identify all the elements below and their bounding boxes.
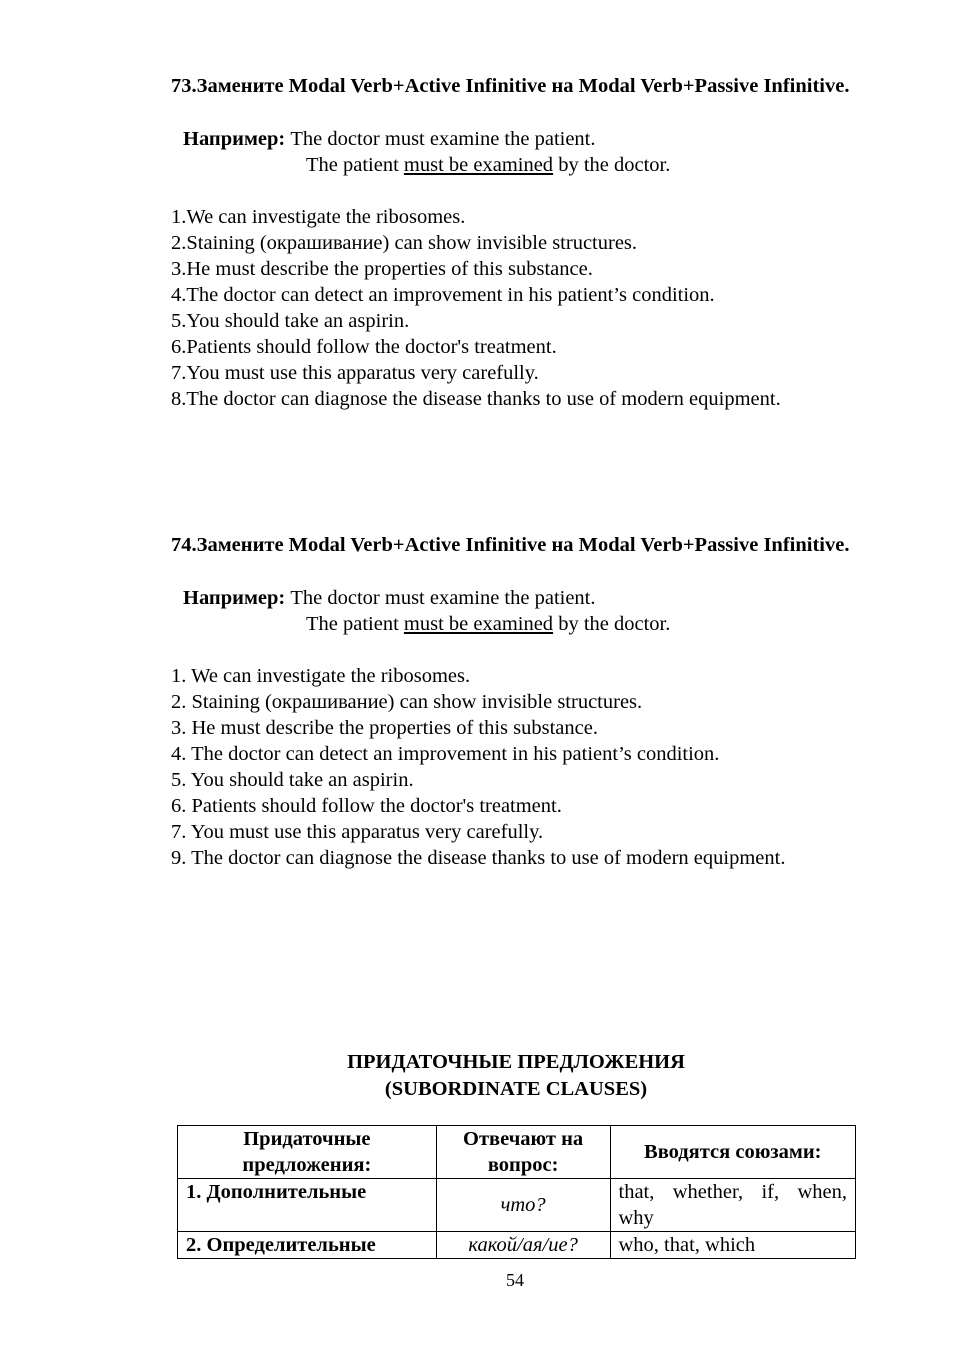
list-item: 1.We can investigate the ribosomes. [171,206,466,228]
section-title-line1: ПРИДАТОЧНЫЕ ПРЕДЛОЖЕНИЯ [347,1051,685,1073]
list-item: 2.Staining (окрашивание) can show invisible structures. [171,232,638,254]
exercise-73-title: 73.Замените Modal Verb+Active Infinitive на Modal Verb+Passive Infinitive. [171,75,850,97]
example-passive-post: by the doctor. [558,613,671,635]
example-passive-underlined: must be examined [403,613,554,635]
table-header-cell: Отвечают на вопрос: [436,1126,610,1179]
example-passive-post: by the doctor. [558,154,671,176]
example-passive-underlined: must be examined [403,154,554,176]
exercise-74-title: 74.Замените Modal Verb+Active Infinitive на Modal Verb+Passive Infinitive. [171,534,850,556]
list-item: 2. Staining (окрашивание) can show invisible structures. [171,691,643,713]
example-passive-pre: The patient [306,613,399,635]
list-item: 6.Patients should follow the doctor's treatment. [171,336,557,358]
example-active-sentence: The doctor must examine the patient. [290,587,596,609]
table-cell-clause: 2. Определительные [178,1232,437,1259]
list-item: 7.You must use this apparatus very carefully. [171,362,539,384]
list-item: 6. Patients should follow the doctor's treatment. [171,795,562,817]
example-label: Например: [183,587,286,609]
list-item: 3.He must describe the properties of this substance. [171,258,593,280]
list-item: 3. He must describe the properties of this substance. [171,717,598,739]
table-row [178,1232,856,1259]
exercise-74 [171,533,896,871]
list-item: 8.The doctor can diagnose the disease thanks to use of modern equipment. [171,388,781,410]
table-row [178,1179,856,1232]
subordinate-clauses-table [177,1125,856,1259]
list-item: 4.The doctor can detect an improvement in his patient’s condition. [171,284,715,306]
list-item: 1. We can investigate the ribosomes. [171,665,471,687]
exercise-73-example [171,126,896,178]
section-title-line2: (SUBORDINATE CLAUSES) [384,1078,648,1100]
example-label: Например: [183,128,286,150]
table-cell-question: какой/ая/ие? [436,1232,610,1259]
example-active-sentence: The doctor must examine the patient. [290,128,596,150]
list-item: 4. The doctor can detect an improvement in his patient’s condition. [171,743,720,765]
table-header-cell: Вводятся союзами: [610,1126,856,1179]
exercise-74-list [171,663,896,871]
example-passive-pre: The patient [306,154,399,176]
table-cell-conjunctions: who, that, which [610,1232,856,1259]
list-item: 5.You should take an aspirin. [171,310,410,332]
table-header-cell: Придаточные предложения: [178,1126,437,1179]
exercise-73-list [171,204,896,412]
list-item: 7. You must use this apparatus very carefully. [171,821,544,843]
exercise-73 [171,74,896,412]
exercise-74-example [171,585,896,637]
list-item: 9. The doctor can diagnose the disease thanks to use of modern equipment. [171,847,786,869]
table-header-row [178,1126,856,1179]
table-cell-clause: 1. Дополнительные [178,1179,437,1232]
list-item: 5. You should take an aspirin. [171,769,414,791]
page-number: 54 [506,1270,524,1290]
section-title [171,1049,861,1103]
table-cell-question: что? [436,1179,610,1232]
table-cell-conjunctions: that, whether, if, when, why [610,1179,856,1232]
